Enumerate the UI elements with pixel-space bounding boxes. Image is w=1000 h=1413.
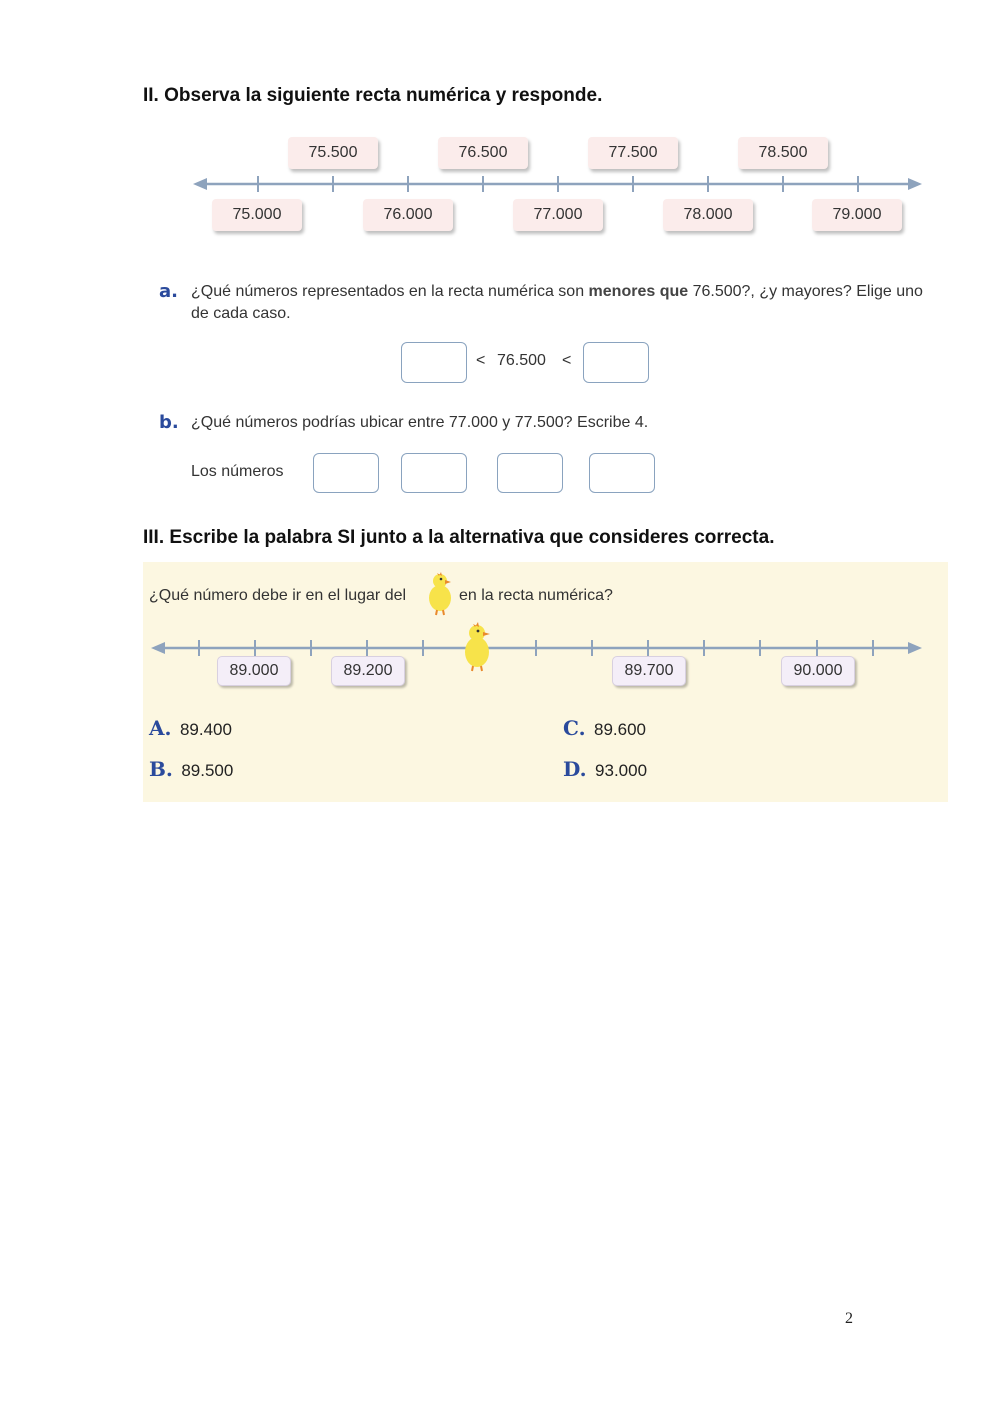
nl1-bottom-label: 77.000 [513, 199, 603, 231]
question-b-letter: b. [159, 412, 179, 433]
option-b[interactable] [149, 757, 233, 781]
option-d-letter: D. [563, 757, 587, 781]
nl1-top-label: 76.500 [438, 137, 528, 169]
option-c-letter: C. [563, 716, 586, 740]
chick-question-after: en la recta numérica? [459, 587, 613, 604]
nl2-label: 89.000 [217, 656, 291, 686]
number-line-2-left-arrow [151, 642, 165, 654]
question-a-bold: menores que [588, 283, 689, 300]
option-a[interactable] [149, 716, 232, 740]
less-than-sign: < [476, 352, 486, 369]
section-3-heading: III. Escribe la palabra SI junto a la alternativa que consideres correcta. [143, 527, 775, 548]
answer-a-upper-input[interactable] [583, 342, 649, 383]
section-2-heading: II. Observa la siguiente recta numérica y responde. [143, 85, 603, 106]
page-number: 2 [845, 1310, 853, 1327]
number-line-1-right-arrow [908, 178, 922, 190]
nl1-bottom-label: 75.000 [212, 199, 302, 231]
nl1-bottom-label: 76.000 [363, 199, 453, 231]
option-a-letter: A. [149, 716, 172, 740]
number-line-1-left-arrow [193, 178, 207, 190]
question-b-label: Los números [191, 463, 284, 480]
question-a-reference-value: 76.500 [497, 352, 546, 369]
question-b-text: ¿Qué números podrías ubicar entre 77.000 y 77.500? Escribe 4. [191, 414, 649, 431]
nl2-label: 89.200 [331, 656, 405, 686]
nl1-bottom-label: 79.000 [812, 199, 902, 231]
nl1-top-label: 77.500 [588, 137, 678, 169]
chick-question-before: ¿Qué número debe ir en el lugar del [149, 587, 407, 604]
option-b-letter: B. [149, 757, 173, 781]
number-line-2-right-arrow [908, 642, 922, 654]
chick-marker-icon [460, 620, 494, 672]
option-c[interactable] [563, 716, 646, 740]
less-than-sign: < [562, 352, 572, 369]
nl1-top-label: 75.500 [288, 137, 378, 169]
answer-b-input-2[interactable] [401, 453, 467, 493]
question-a-letter: a. [159, 281, 178, 302]
answer-b-input-1[interactable] [313, 453, 379, 493]
option-d-value: 93.000 [595, 761, 648, 780]
option-c-value: 89.600 [593, 720, 646, 739]
option-a-value: 89.400 [179, 720, 232, 739]
nl1-bottom-label: 78.000 [663, 199, 753, 231]
question-a-text: ¿Qué números representados en la recta numérica son menores que 76.500?, ¿y mayores? Elige uno de cada caso. [191, 283, 923, 322]
answer-b-input-3[interactable] [497, 453, 563, 493]
nl2-label: 90.000 [781, 656, 855, 686]
answer-a-lower-input[interactable] [401, 342, 467, 383]
nl2-label: 89.700 [612, 656, 686, 686]
option-b-value: 89.500 [181, 761, 234, 780]
option-d[interactable] [563, 757, 647, 781]
answer-b-input-4[interactable] [589, 453, 655, 493]
nl1-top-label: 78.500 [738, 137, 828, 169]
